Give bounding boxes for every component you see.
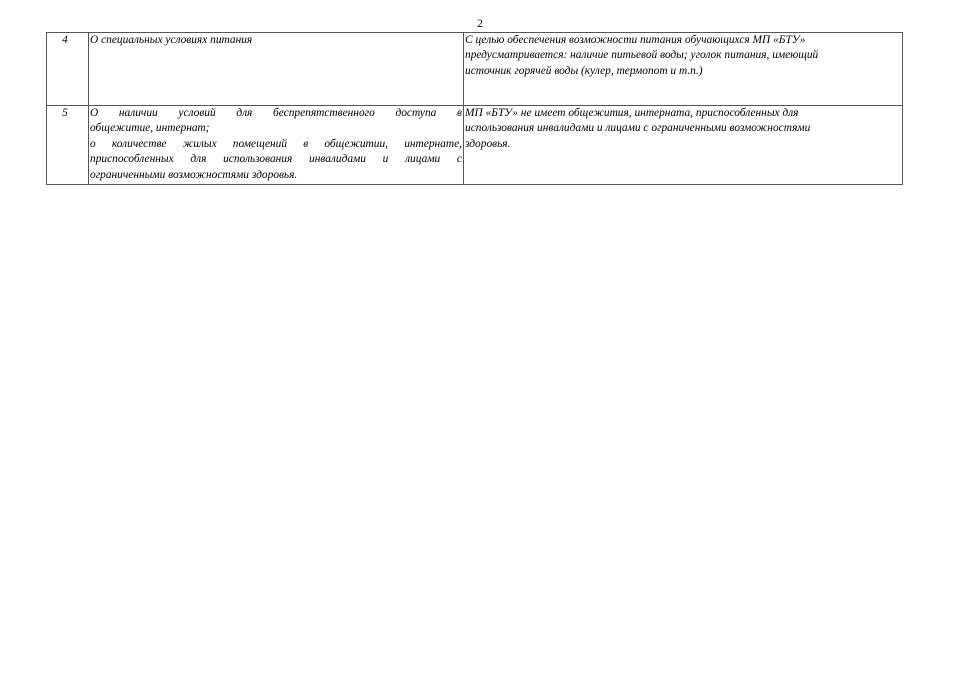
row-info xyxy=(464,106,903,185)
table-row xyxy=(47,106,903,185)
page-number: 2 xyxy=(477,16,483,30)
row-number: 4 xyxy=(47,33,89,106)
info-line: МП «БТУ» не имеет общежития, интерната, приспособленных для xyxy=(465,107,799,119)
info-table xyxy=(46,32,903,185)
row-info xyxy=(464,33,903,106)
topic-line: О наличии условий для беспрепятственного доступа в xyxy=(90,107,462,119)
row-topic xyxy=(89,106,464,185)
topic-line: приспособленных для использования инвалидами и лицами с xyxy=(90,153,462,166)
topic-line: ограниченными возможностями здоровья. xyxy=(90,168,298,181)
info-line: использования инвалидами и лицами с ограниченными возможностями xyxy=(465,122,811,135)
info-line: источник горячей воды (кулер, термопот и т.п.) xyxy=(465,64,703,77)
table-row xyxy=(47,33,903,106)
info-line: здоровья. xyxy=(465,137,511,150)
row-number: 5 xyxy=(47,106,89,185)
topic-line: о количестве жилых помещений в общежитии, интернате, xyxy=(90,137,462,150)
info-line: С целью обеспечения возможности питания обучающихся МП «БТУ» xyxy=(465,34,806,46)
info-line: предусматривается: наличие питьевой воды; уголок питания, имеющий xyxy=(465,49,819,62)
row-topic xyxy=(89,33,464,106)
topic-text: О специальных условиях питания xyxy=(90,34,253,46)
topic-line: общежитие, интернат; xyxy=(90,122,210,135)
